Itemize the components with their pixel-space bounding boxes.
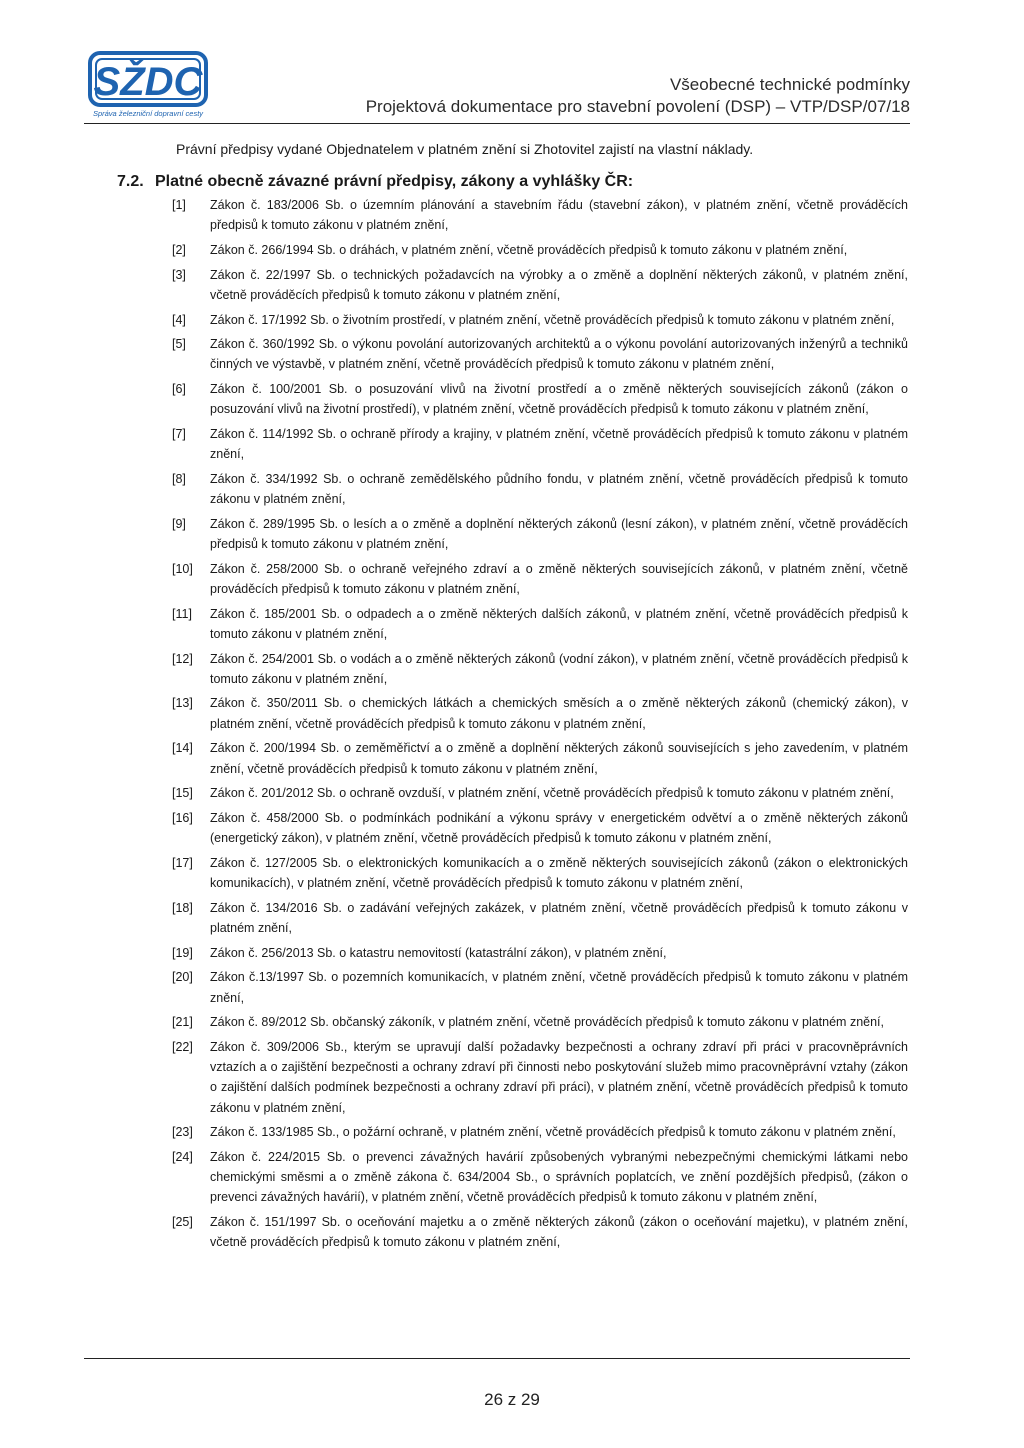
ref-text: Zákon č. 224/2015 Sb. o prevenci závažných havárií způsobených vybranými nebezpečnými chemickými látkami nebo chemickými směsmi a o změně zákona č. 634/2004 Sb., o správních poplatcích, ve znění pozdějších předpisů, (zákon o prevenci závažných havárií), v platném znění, včetně prováděcích předpisů k tomuto zákonu v platném znění,: [210, 1150, 908, 1205]
ref-number: [6]: [172, 382, 186, 397]
list-item: [172, 943, 908, 963]
ref-number: [3]: [172, 267, 186, 282]
ref-number: [4]: [172, 312, 186, 327]
reference-list: [172, 195, 908, 1257]
ref-number: [15]: [172, 786, 193, 801]
header-divider: [84, 123, 910, 124]
ref-text: Zákon č. 89/2012 Sb. občanský zákoník, v platném znění, včetně prováděcích předpisů k tomuto zákonu v platném znění,: [210, 1015, 884, 1030]
list-item: [172, 334, 908, 374]
page-number: 26 z 29: [484, 1390, 540, 1409]
ref-text: Zákon č. 183/2006 Sb. o územním plánování a stavebním řádu (stavební zákon), v platném znění, včetně prováděcích předpisů k tomuto zákonu v platném znění,: [210, 198, 908, 233]
list-item: [172, 783, 908, 803]
header-subtitle: Projektová dokumentace pro stavební povolení (DSP) – VTP/DSP/07/18: [365, 97, 910, 116]
ref-text: Zákon č. 258/2000 Sb. o ochraně veřejného zdraví a o změně některých souvisejících zákonů, v platném znění, včetně prováděcích předpisů k tomuto zákonu v platném znění,: [210, 561, 908, 596]
ref-text: Zákon č. 309/2006 Sb., kterým se upravují další požadavky bezpečnosti a ochrany zdraví při práci v pracovněprávních vztazích a o zajištění bezpečnosti a ochrany zdraví při činnosti nebo poskytování služeb mimo pracovněprávní vztahy (zákon o zajištění dalších podmínek bezpečnosti a ochrany zdraví při práci), v platném znění, včetně prováděcích předpisů k tomuto zákonu v platném znění,: [210, 1040, 908, 1115]
ref-text: Zákon č. 201/2012 Sb. o ochraně ovzduší, v platném znění, včetně prováděcích předpisů k tomuto zákonu v platném znění,: [210, 786, 894, 801]
list-item: [172, 808, 908, 848]
ref-text: Zákon č. 185/2001 Sb. o odpadech a o změně některých dalších zákonů, v platném znění, včetně prováděcích předpisů k tomuto zákonu v platném znění,: [210, 606, 908, 641]
ref-number: [11]: [172, 606, 192, 621]
ref-number: [1]: [172, 198, 186, 212]
list-item: [172, 240, 908, 260]
list-item: [172, 379, 908, 419]
ref-number: [12]: [172, 651, 193, 666]
document-header: [366, 74, 910, 118]
ref-number: [14]: [172, 741, 193, 756]
ref-number: [24]: [172, 1150, 193, 1165]
list-item: [172, 853, 908, 893]
list-item: [172, 195, 908, 235]
ref-number: [13]: [172, 696, 193, 711]
list-item: [172, 1212, 908, 1252]
list-item: [172, 514, 908, 554]
ref-number: [18]: [172, 900, 193, 915]
ref-number: [25]: [172, 1215, 193, 1230]
ref-text: Zákon č. 151/1997 Sb. o oceňování majetku a o změně některých zákonů (zákon o oceňování majetku), v platném znění, včetně prováděcích předpisů k tomuto zákonu v platném znění,: [210, 1215, 908, 1250]
ref-text: Zákon č. 254/2001 Sb. o vodách a o změně některých zákonů (vodní zákon), v platném znění, včetně prováděcích předpisů k tomuto zákonu v platném znění,: [210, 651, 908, 686]
list-item: [172, 1037, 908, 1118]
footer-divider: [84, 1358, 910, 1359]
logo-subtitle: Správa železniční dopravní cesty: [92, 109, 204, 118]
ref-number: [20]: [172, 970, 193, 985]
ref-text: Zákon č. 17/1992 Sb. o životním prostředí, v platném znění, včetně prováděcích předpisů k tomuto zákonu v platném znění,: [210, 312, 895, 327]
list-item: [172, 1012, 908, 1032]
ref-text: Zákon č. 289/1995 Sb. o lesích a o změně a doplnění některých zákonů (lesní zákon), v platném znění, včetně prováděcích předpisů k tomuto zákonu v platném znění,: [210, 516, 908, 552]
section-number: 7.2.: [117, 173, 144, 190]
ref-number: [17]: [172, 855, 193, 870]
ref-text: Zákon č. 334/1992 Sb. o ochraně zemědělského půdního fondu, v platném znění, včetně prováděcích předpisů k tomuto zákonu v platném znění,: [210, 471, 908, 507]
logo-text: SŽDC: [93, 60, 203, 104]
ref-text: Zákon č. 100/2001 Sb. o posuzování vlivů na životní prostředí a o změně některých souvisejících zákonů (zákon o posuzování vlivů na životní prostředí), v platném znění, včetně prováděcích předpisů k tomuto zákonu v platném znění,: [210, 382, 908, 417]
ref-text: Zákon č.13/1997 Sb. o pozemních komunikacích, v platném znění, včetně prováděcích předpisů k tomuto zákonu v platném znění,: [210, 970, 908, 1005]
list-item: [172, 649, 908, 689]
ref-text: Zákon č. 360/1992 Sb. o výkonu povolání autorizovaných architektů a o výkonu povolání autorizovaných inženýrů a techniků činných ve výstavbě, v platném znění, včetně prováděcích předpisů k tomuto zákonu v platném znění,: [210, 337, 908, 372]
list-item: [172, 693, 908, 733]
list-item: [172, 559, 908, 599]
szdc-logo: [86, 50, 210, 122]
list-item: [172, 424, 908, 464]
ref-number: [2]: [172, 242, 186, 257]
list-item: [172, 738, 908, 778]
ref-number: [16]: [172, 810, 193, 825]
list-item: [172, 1147, 908, 1208]
ref-number: [5]: [172, 337, 186, 352]
ref-text: Zákon č. 266/1994 Sb. o dráhách, v platném znění, včetně prováděcích předpisů k tomuto zákonu v platném znění,: [210, 242, 848, 257]
list-item: [172, 898, 908, 938]
szdc-logo-graphic: [86, 50, 210, 122]
list-item: [172, 967, 908, 1007]
ref-text: Zákon č. 200/1994 Sb. o zeměměřictví a o změně a doplnění některých zákonů souvisejících s jeho zavedením, v platném znění, včetně prováděcích předpisů k tomuto zákonu v platném znění,: [210, 741, 908, 776]
section-heading: [117, 172, 633, 192]
ref-number: [22]: [172, 1040, 193, 1055]
ref-text: Zákon č. 134/2016 Sb. o zadávání veřejných zakázek, v platném znění, včetně prováděcích předpisů k tomuto zákonu v platném znění,: [210, 900, 908, 935]
ref-number: [23]: [172, 1125, 193, 1140]
ref-text: Zákon č. 256/2013 Sb. o katastru nemovitostí (katastrální zákon), v platném znění,: [210, 945, 667, 960]
ref-text: Zákon č. 133/1985 Sb., o požární ochraně, v platném znění, včetně prováděcích předpisů k tomuto zákonu v platném znění,: [210, 1125, 896, 1140]
ref-number: [7]: [172, 427, 186, 442]
header-title: Všeobecné technické podmínky: [669, 75, 910, 94]
section-title: Platné obecně závazné právní předpisy, zákony a vyhlášky ČR:: [155, 173, 634, 190]
ref-number: [9]: [172, 516, 186, 531]
ref-number: [8]: [172, 471, 186, 486]
ref-text: Zákon č. 350/2011 Sb. o chemických látkách a chemických směsích a o změně některých zákonů (chemický zákon), v platném znění, včetně prováděcích předpisů k tomuto zákonu v platném znění,: [210, 696, 908, 731]
list-item: [172, 310, 908, 330]
list-item: [172, 604, 908, 644]
ref-text: Zákon č. 22/1997 Sb. o technických požadavcích na výrobky a o změně a doplnění některých zákonů, v platném znění, včetně prováděcích předpisů k tomuto zákonu v platném znění,: [210, 267, 908, 302]
ref-number: [21]: [172, 1015, 193, 1030]
ref-number: [10]: [172, 561, 193, 576]
ref-number: [19]: [172, 945, 193, 960]
intro-paragraph: Právní předpisy vydané Objednatelem v platném znění si Zhotovitel zajistí na vlastní náklady.: [176, 141, 754, 157]
ref-text: Zákon č. 114/1992 Sb. o ochraně přírody a krajiny, v platném znění, včetně prováděcích předpisů k tomuto zákonu v platném znění,: [210, 427, 908, 462]
ref-text: Zákon č. 458/2000 Sb. o podmínkách podnikání a výkonu správy v energetickém odvětví a o změně některých zákonů (energetický zákon), v platném znění, včetně prováděcích předpisů k tomuto zákonu v platném znění,: [210, 810, 908, 846]
list-item: [172, 1122, 908, 1142]
ref-text: Zákon č. 127/2005 Sb. o elektronických komunikacích a o změně některých souvisejících zákonů (zákon o elektronických komunikacích), v platném znění, včetně prováděcích předpisů k tomuto zákonu v platném znění,: [210, 855, 908, 891]
list-item: [172, 265, 908, 305]
list-item: [172, 469, 908, 509]
